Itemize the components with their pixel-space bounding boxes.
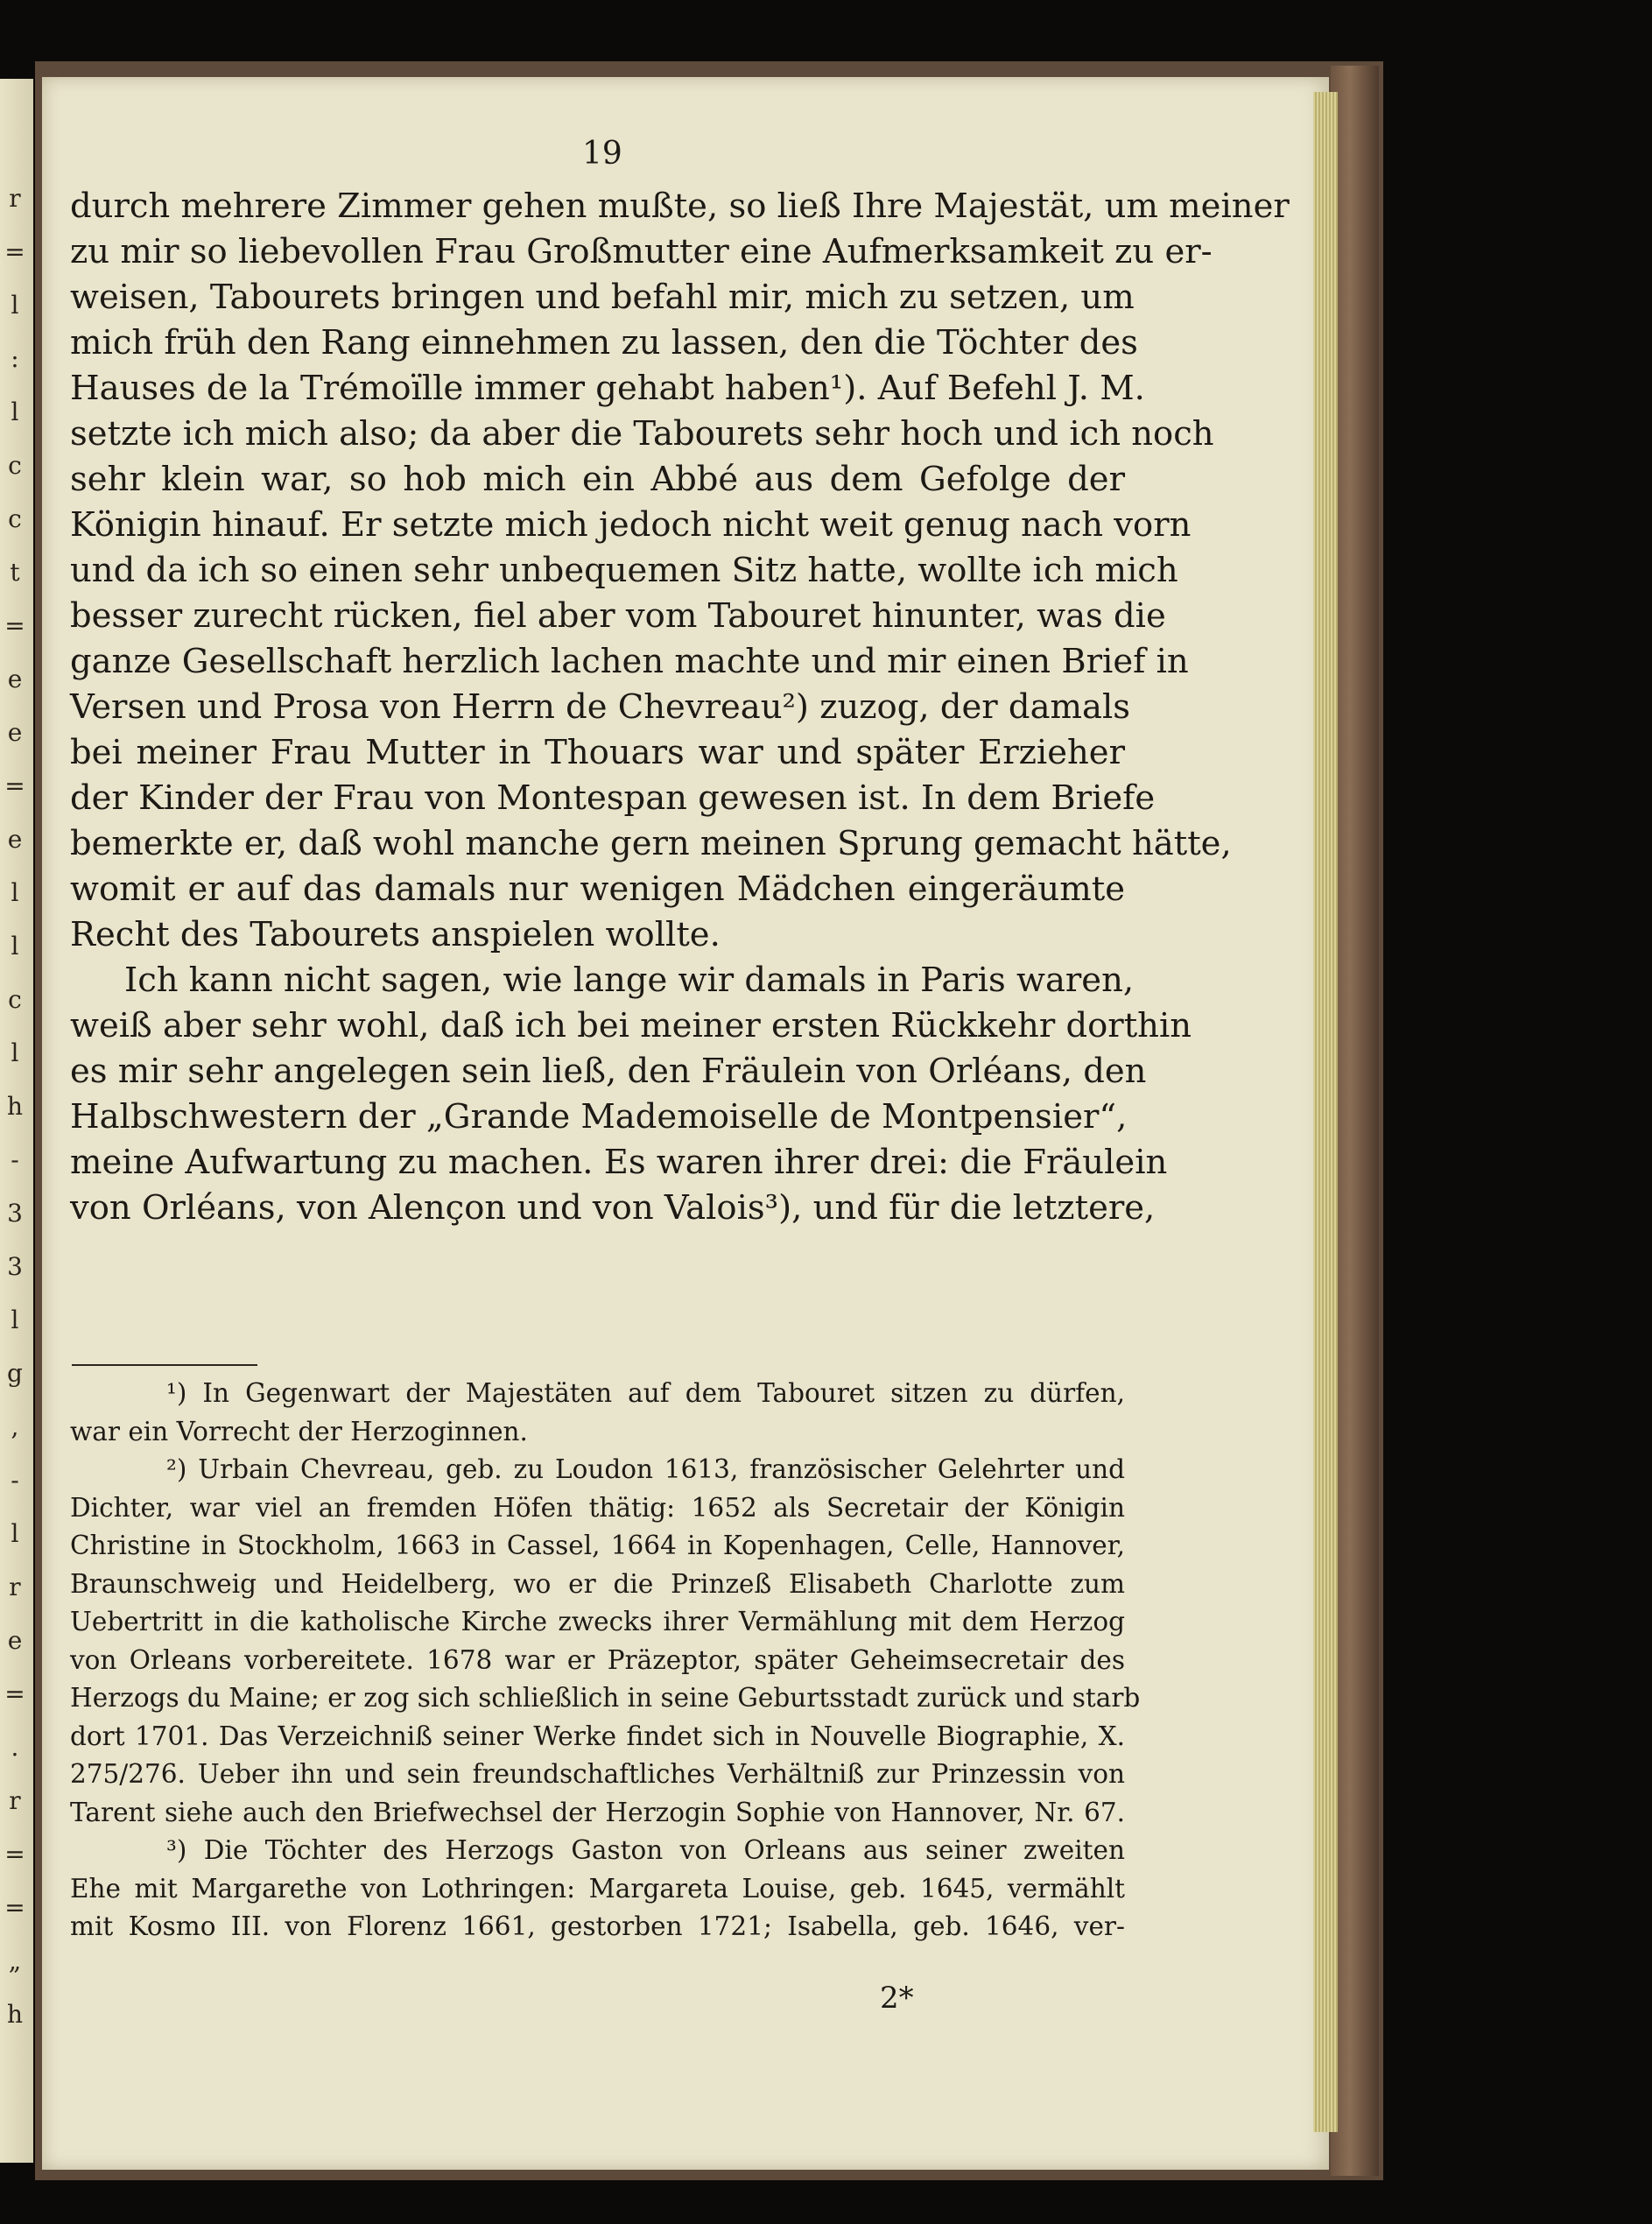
footnote-line: mit Kosmo III. von Florenz 1661, gestorben 1721; Isabella, geb. 1646, ver- — [70, 1911, 1125, 1941]
footnote-line: Tarent siehe auch den Briefwechsel der Herzogin Sophie von Hannover, Nr. 67. — [70, 1797, 1125, 1827]
text-line: besser zurecht rücken, fiel aber vom Tabouret hinunter, was die — [70, 596, 1166, 636]
facing-page-char: r — [9, 1786, 21, 1815]
facing-page-char: l — [11, 1519, 19, 1548]
facing-page-char: c — [8, 504, 22, 533]
footnote-line: ²) Urbain Chevreau, geb. zu Loudon 1613, französischer Gelehrter und — [166, 1454, 1125, 1484]
body-text — [70, 184, 1290, 1231]
facing-page-char: : — [11, 344, 19, 373]
facing-page-char: = — [4, 611, 25, 640]
facing-page-char: 3 — [7, 1199, 23, 1228]
footnote-line: von Orleans vorbereitete. 1678 war er Präzeptor, später Geheimsecretair des — [70, 1644, 1125, 1675]
footnote-line: dort 1701. Das Verzeichniß seiner Werke findet sich in Nouvelle Biographie, X. — [70, 1721, 1125, 1751]
facing-page-char: l — [11, 1306, 19, 1334]
text-line: sehr klein war, so hob mich ein Abbé aus dem Gefolge der — [70, 460, 1125, 499]
facing-page-char: e — [7, 825, 23, 854]
facing-page-char: l — [11, 932, 19, 961]
facing-page-char: c — [8, 451, 22, 480]
text-line: und da ich so einen sehr unbequemen Sitz hatte, wollte ich mich — [70, 551, 1178, 590]
footnote-line: ¹) In Gegenwart der Majestäten auf dem Tabouret sitzen zu dürfen, — [166, 1378, 1125, 1408]
text-line: Ich kann nicht sagen, wie lange wir damals in Paris waren, — [124, 961, 1135, 1000]
text-line: es mir sehr angelegen sein ließ, den Fräulein von Orléans, den — [70, 1052, 1147, 1091]
facing-page-char: , — [11, 1412, 19, 1441]
footnote-line: 275/276. Ueber ihn und sein freundschaftliches Verhältniß zur Prinzessin von — [70, 1759, 1125, 1789]
facing-page-char: - — [11, 1145, 19, 1174]
facing-page-char: = — [4, 771, 25, 800]
text-line: setzte ich mich also; da aber die Tabourets sehr hoch und ich noch — [70, 414, 1214, 454]
text-line: der Kinder der Frau von Montespan gewesen ist. In dem Briefe — [70, 778, 1156, 818]
text-line: Königin hinauf. Er setzte mich jedoch nicht weit genug nach vorn — [70, 505, 1192, 545]
text-line: bemerkte er, daß wohl manche gern meinen Sprung gemacht hätte, — [70, 824, 1232, 863]
facing-page-char: = — [4, 1679, 25, 1708]
facing-page-char: . — [11, 1733, 19, 1762]
text-line: von Orléans, von Alençon und von Valois³), und für die letztere, — [70, 1188, 1156, 1228]
footnote-line: Christine in Stockholm, 1663 in Cassel, 1664 in Kopenhagen, Celle, Hannover, — [70, 1531, 1125, 1560]
text-line: bei meiner Frau Mutter in Thouars war und später Erzieher — [70, 733, 1125, 772]
facing-page-char: e — [7, 1626, 23, 1655]
footnote-separator — [72, 1364, 257, 1366]
facing-page-char: e — [7, 665, 23, 693]
text-line: womit er auf das damals nur wenigen Mädchen eingeräumte — [70, 869, 1125, 909]
facing-page-char: l — [11, 291, 19, 320]
facing-page-edge — [0, 79, 33, 2163]
text-line: Recht des Tabourets anspielen wollte. — [70, 915, 721, 954]
cover-edge — [1331, 66, 1379, 2176]
facing-page-char: c — [8, 985, 22, 1014]
facing-page-char: 3 — [7, 1252, 23, 1281]
footnote-line: Braunschweig und Heidelberg, wo er die Prinzeß Elisabeth Charlotte zum — [70, 1568, 1125, 1599]
text-line: Hauses de la Trémoïlle immer gehabt haben¹). Auf Befehl J. M. — [70, 369, 1145, 408]
footnotes — [70, 1375, 1141, 1946]
facing-page-char: = — [4, 1893, 25, 1922]
facing-page-char: h — [6, 2000, 24, 2029]
facing-page-char: l — [11, 1038, 19, 1067]
facing-page-char: „ — [8, 1946, 22, 1975]
page-stack-edge — [1313, 92, 1338, 2132]
facing-page-char: l — [11, 878, 19, 907]
facing-page-char: h — [6, 1092, 24, 1121]
footnote-line: Dichter, war viel an fremden Höfen thätig: 1652 als Secretair der Königin — [70, 1492, 1125, 1523]
text-line: weisen, Tabourets bringen und befahl mir, mich zu setzen, um — [70, 278, 1135, 317]
text-line: durch mehrere Zimmer gehen mußte, so ließ Ihre Majestät, um meiner — [70, 187, 1290, 226]
text-line: zu mir so liebevollen Frau Großmutter eine Aufmerksamkeit zu er- — [70, 232, 1213, 271]
facing-page-char: = — [4, 237, 25, 266]
text-line: Halbschwestern der „Grande Mademoiselle de Montpensier“, — [70, 1097, 1128, 1137]
page-number: 19 — [582, 136, 622, 172]
footnote-line: Uebertritt in die katholische Kirche zwecks ihrer Vermählung mit dem Herzog — [70, 1607, 1125, 1636]
signature-mark: 2* — [880, 1981, 914, 2016]
footnote-line: war ein Vorrecht der Herzoginnen. — [70, 1416, 528, 1446]
facing-page-char: t — [10, 558, 20, 587]
facing-page-char: - — [11, 1466, 19, 1495]
facing-page-char: l — [11, 398, 19, 426]
facing-page-char: e — [7, 718, 23, 747]
facing-page-char: r — [9, 184, 21, 213]
text-line: ganze Gesellschaft herzlich lachen machte und mir einen Brief in — [70, 642, 1189, 681]
footnote-line: ³) Die Töchter des Herzogs Gaston von Orleans aus seiner zweiten — [166, 1835, 1125, 1865]
text-line: meine Aufwartung zu machen. Es waren ihrer drei: die Fräulein — [70, 1143, 1168, 1182]
text-line: weiß aber sehr wohl, daß ich bei meiner ersten Rückkehr dorthin — [70, 1006, 1192, 1045]
facing-page-char: g — [7, 1359, 23, 1388]
text-line: mich früh den Rang einnehmen zu lassen, den die Töchter des — [70, 323, 1138, 362]
facing-page-char: = — [4, 1840, 25, 1869]
footnote-line: Ehe mit Margarethe von Lothringen: Margareta Louise, geb. 1645, vermählt — [70, 1873, 1125, 1904]
text-line: Versen und Prosa von Herrn de Chevreau²) zuzog, der damals — [70, 687, 1131, 727]
footnote-line: Herzogs du Maine; er zog sich schließlich in seine Geburtsstadt zurück und starb — [70, 1683, 1141, 1713]
facing-page-char: r — [9, 1573, 21, 1601]
